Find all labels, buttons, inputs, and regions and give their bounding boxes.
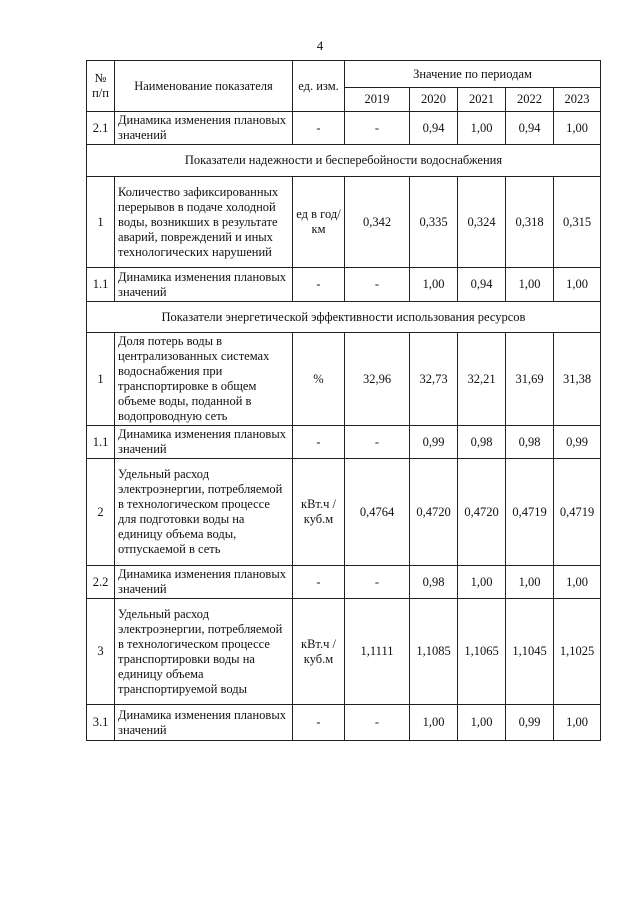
header-row	[87, 61, 601, 88]
row-value: 1,00	[458, 112, 506, 145]
row-name: Удельный расход электроэнергии, потребляемой в технологическом процессе для подготовки воды на единицу объема воды, отпускаемой в сеть	[115, 459, 293, 566]
row-name: Доля потерь воды в централизованных системах водоснабжения при транспортировке в общем объеме воды, поданной в водопроводную сеть	[115, 333, 293, 426]
header-year: 2020	[410, 88, 458, 112]
row-value: 0,4719	[506, 459, 554, 566]
row-unit: -	[293, 566, 345, 599]
row-value: -	[345, 426, 410, 459]
row-value: 0,4764	[345, 459, 410, 566]
header-year: 2021	[458, 88, 506, 112]
row-value: 1,00	[554, 705, 601, 741]
row-num: 1.1	[87, 268, 115, 302]
row-value: 0,94	[458, 268, 506, 302]
row-num: 3	[87, 599, 115, 705]
row-value: 0,99	[506, 705, 554, 741]
section-title: Показатели энергетической эффективности использования ресурсов	[87, 302, 601, 333]
table-row	[87, 705, 601, 741]
row-name: Динамика изменения плановых значений	[115, 705, 293, 741]
table-row	[87, 426, 601, 459]
row-value: -	[345, 566, 410, 599]
row-value: 1,00	[410, 705, 458, 741]
table-row	[87, 566, 601, 599]
row-value: 32,73	[410, 333, 458, 426]
row-unit: -	[293, 705, 345, 741]
row-value: -	[345, 705, 410, 741]
row-num: 2.2	[87, 566, 115, 599]
row-value: 0,99	[410, 426, 458, 459]
row-value: -	[345, 112, 410, 145]
header-periods: Значение по периодам	[345, 61, 601, 88]
row-num: 2	[87, 459, 115, 566]
row-value: 0,335	[410, 177, 458, 268]
row-num: 2.1	[87, 112, 115, 145]
row-name: Удельный расход электроэнергии, потребляемой в технологическом процессе транспортировки воды на единицу объема транспортируемой воды	[115, 599, 293, 705]
row-value: 1,1065	[458, 599, 506, 705]
header-name: Наименование показателя	[115, 61, 293, 112]
table-row	[87, 112, 601, 145]
page-number: 4	[316, 38, 324, 53]
indicators-table	[86, 60, 601, 741]
row-value: 0,324	[458, 177, 506, 268]
row-num: 3.1	[87, 705, 115, 741]
header-year: 2019	[345, 88, 410, 112]
row-value: 0,4720	[410, 459, 458, 566]
section-row	[87, 302, 601, 333]
row-value: 32,21	[458, 333, 506, 426]
table-row	[87, 599, 601, 705]
row-num: 1.1	[87, 426, 115, 459]
row-value: 0,94	[410, 112, 458, 145]
row-value: 1,1111	[345, 599, 410, 705]
row-unit: кВт.ч / куб.м	[293, 459, 345, 566]
row-value: 0,318	[506, 177, 554, 268]
row-value: 0,98	[506, 426, 554, 459]
row-value: 1,1085	[410, 599, 458, 705]
row-value: 1,1045	[506, 599, 554, 705]
table-row	[87, 459, 601, 566]
section-row	[87, 145, 601, 177]
row-num: 1	[87, 333, 115, 426]
row-value: 0,99	[554, 426, 601, 459]
row-name: Количество зафиксированных перерывов в подаче холодной воды, возникших в результате аварий, повреждений и иных технологических нарушений	[115, 177, 293, 268]
row-value: 1,00	[458, 705, 506, 741]
row-value: -	[345, 268, 410, 302]
row-name: Динамика изменения плановых значений	[115, 112, 293, 145]
row-unit: -	[293, 426, 345, 459]
row-value: 31,69	[506, 333, 554, 426]
row-name: Динамика изменения плановых значений	[115, 426, 293, 459]
row-value: 1,00	[554, 268, 601, 302]
row-value: 0,4720	[458, 459, 506, 566]
row-value: 32,96	[345, 333, 410, 426]
row-value: 31,38	[554, 333, 601, 426]
section-title: Показатели надежности и бесперебойности водоснабжения	[87, 145, 601, 177]
row-name: Динамика изменения плановых значений	[115, 268, 293, 302]
row-unit: кВт.ч / куб.м	[293, 599, 345, 705]
row-value: 1,00	[458, 566, 506, 599]
row-value: 0,98	[458, 426, 506, 459]
row-unit: %	[293, 333, 345, 426]
row-value: 1,00	[554, 566, 601, 599]
table-row	[87, 177, 601, 268]
header-num: № п/п	[87, 61, 115, 112]
row-num: 1	[87, 177, 115, 268]
header-year: 2022	[506, 88, 554, 112]
row-value: 1,00	[506, 268, 554, 302]
row-value: 0,94	[506, 112, 554, 145]
row-value: 1,00	[410, 268, 458, 302]
row-value: 0,4719	[554, 459, 601, 566]
row-name: Динамика изменения плановых значений	[115, 566, 293, 599]
row-value: 1,00	[506, 566, 554, 599]
header-unit: ед. изм.	[293, 61, 345, 112]
header-year: 2023	[554, 88, 601, 112]
row-value: 0,342	[345, 177, 410, 268]
row-value: 1,1025	[554, 599, 601, 705]
row-value: 0,315	[554, 177, 601, 268]
row-unit: -	[293, 268, 345, 302]
row-value: 1,00	[554, 112, 601, 145]
row-unit: -	[293, 112, 345, 145]
table-row	[87, 333, 601, 426]
table-row	[87, 268, 601, 302]
row-value: 0,98	[410, 566, 458, 599]
row-unit: ед в год/ км	[293, 177, 345, 268]
